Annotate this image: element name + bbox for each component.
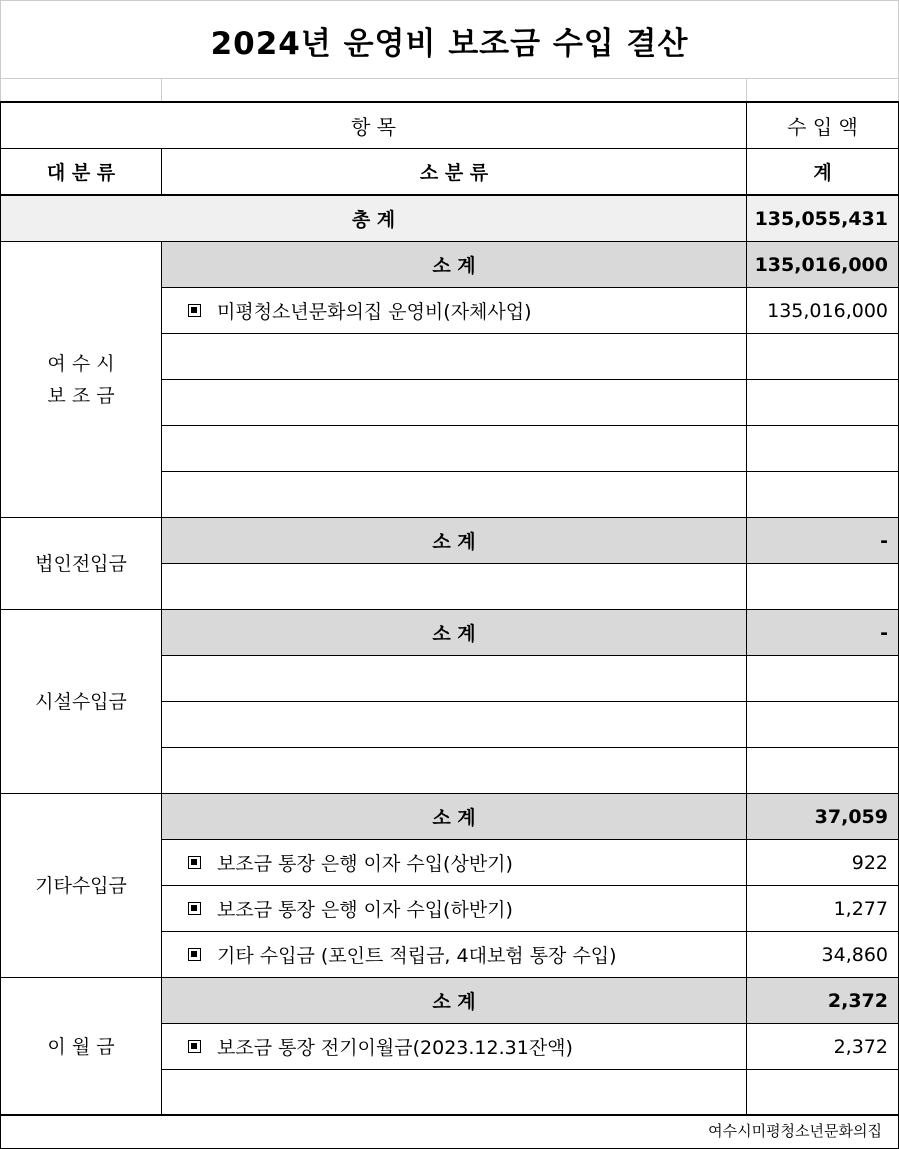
checkbox-square-icon [188, 304, 201, 317]
header-item: 항 목 [1, 102, 747, 149]
footer-organization [0, 1114, 899, 1149]
line-item-label: 보조금 통장 은행 이자 수입(상반기) [217, 853, 513, 875]
header-major: 대 분 류 [1, 149, 162, 196]
revenue-table [0, 78, 899, 1116]
category-corporate: 법인전입금 [1, 518, 162, 610]
line-item [162, 932, 747, 978]
category-line: 보 조 금 [47, 384, 115, 407]
subtotal-label: 소 계 [162, 518, 747, 564]
subtotal-value: - [747, 610, 899, 656]
checkbox-square-icon [188, 1040, 201, 1053]
page-title: 2024년 운영비 보조금 수입 결산 [0, 0, 899, 79]
category-facility: 시설수입금 [1, 610, 162, 794]
subtotal-value: 135,016,000 [747, 242, 899, 288]
checkbox-square-icon [188, 902, 201, 915]
line-item-label: 미평청소년문화의집 운영비(자체사업) [217, 301, 532, 323]
category-other: 기타수입금 [1, 794, 162, 978]
category-yeosu [1, 242, 162, 518]
footer-text: 여수시미평청소년문화의집 [708, 1122, 882, 1140]
category-carryover: 이 월 금 [1, 978, 162, 1116]
line-item-value: 922 [747, 840, 899, 886]
subtotal-value: - [747, 518, 899, 564]
line-item-value: 135,016,000 [747, 288, 899, 334]
grand-total-label: 총 계 [1, 195, 747, 242]
header-total-col: 계 [747, 149, 899, 196]
line-item-value: 2,372 [747, 1024, 899, 1070]
subtotal-value: 2,372 [747, 978, 899, 1024]
header-minor: 소 분 류 [162, 149, 747, 196]
checkbox-square-icon [188, 948, 201, 961]
line-item-label: 보조금 통장 은행 이자 수입(하반기) [217, 899, 513, 921]
line-item [162, 886, 747, 932]
subtotal-label: 소 계 [162, 610, 747, 656]
line-item-label: 보조금 통장 전기이월금(2023.12.31잔액) [217, 1037, 573, 1059]
subtotal-label: 소 계 [162, 242, 747, 288]
line-item [162, 288, 747, 334]
subtotal-label: 소 계 [162, 794, 747, 840]
line-item [162, 840, 747, 886]
checkbox-square-icon [188, 856, 201, 869]
line-item-value: 1,277 [747, 886, 899, 932]
line-item [162, 1024, 747, 1070]
category-line: 여 수 시 [47, 352, 115, 375]
line-item-label: 기타 수입금 (포인트 적립금, 4대보험 통장 수입) [217, 945, 617, 967]
line-item-value: 34,860 [747, 932, 899, 978]
grand-total-value: 135,055,431 [747, 195, 899, 242]
subtotal-value: 37,059 [747, 794, 899, 840]
header-amount: 수 입 액 [747, 102, 899, 149]
subtotal-label: 소 계 [162, 978, 747, 1024]
